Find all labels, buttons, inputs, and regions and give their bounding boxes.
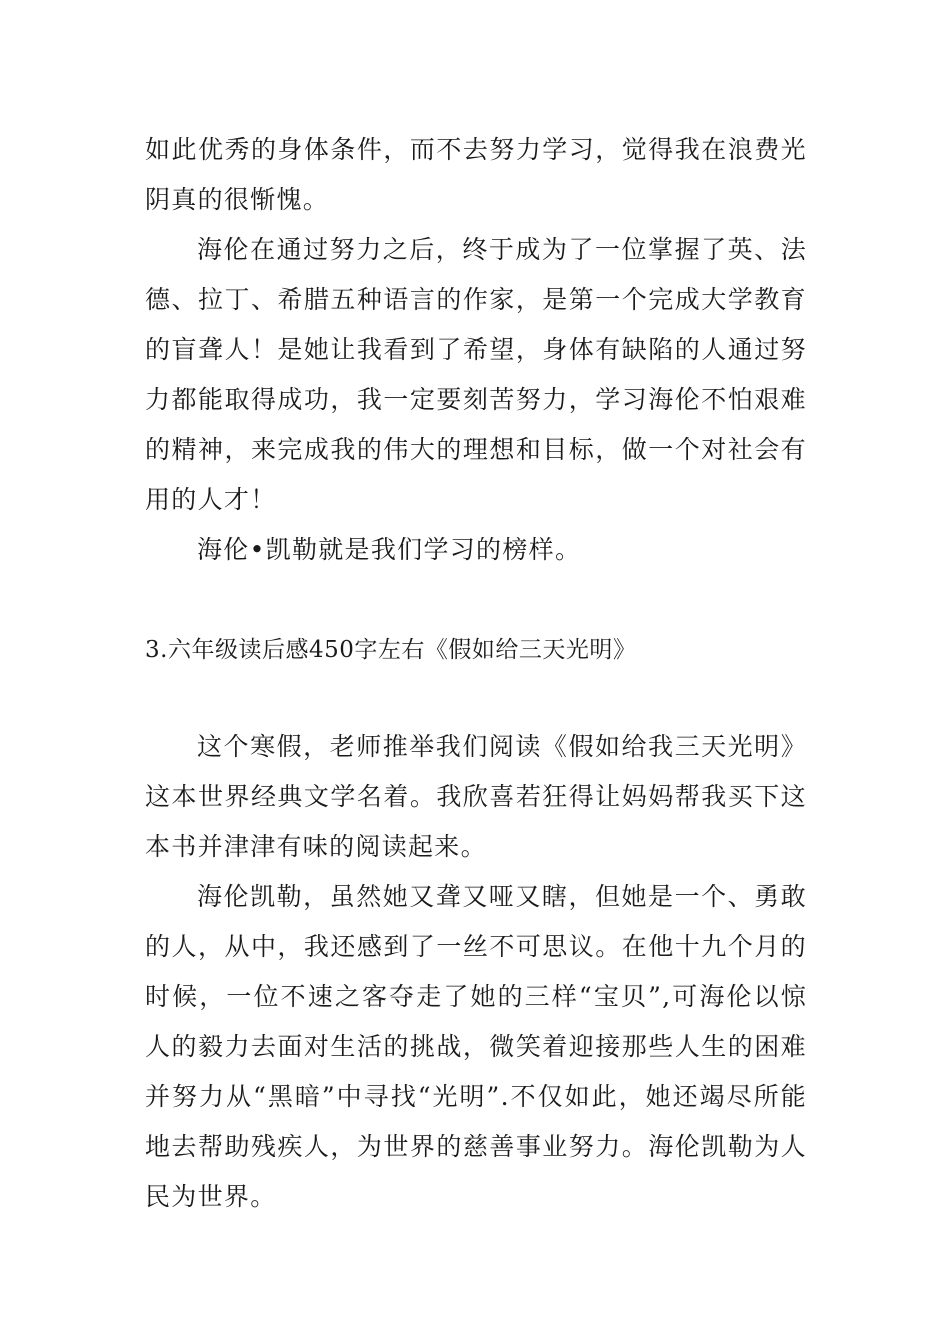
paragraph-helen-achievement: 海伦在通过努力之后，终于成为了一位掌握了英、法德、拉丁、希腊五种语言的作家，是第一个完成大学教育的盲聋人！是她让我看到了希望，身体有缺陷的人通过努力都能取得成功，我一定要刻苦努力，学习海伦不怕艰难的精神，来完成我的伟大的理想和目标，做一个对社会有用的人才！ — [145, 235, 807, 514]
section-heading: 3.六年级读后感450字左右《假如给三天光明》 — [145, 637, 637, 663]
paragraph-continuation: 如此优秀的身体条件，而不去努力学习，觉得我在浪费光阴真的很惭愧。 — [145, 135, 807, 214]
paragraph-helen-keller: 海伦凯勒，虽然她又聋又哑又瞎，但她是一个、勇敢的人，从中，我还感到了一丝不可思议。在他十九个月的时候，一位不速之客夺走了她的三样“宝贝”,可海伦以惊人的毅力去面对生活的挑战，微笑着迎接那些人生的困难并努力从“黑暗”中寻找“光明”.不仅如此，她还竭尽所能地去帮助残疾人，为世界的慈善事业努力。海伦凯勒为人民为世界。 — [145, 882, 807, 1211]
paragraph-role-model: 海伦•凯勒就是我们学习的榜样。 — [197, 535, 582, 564]
paragraph-winter-reading: 这个寒假，老师推举我们阅读《假如给我三天光明》这本世界经典文学名着。我欣喜若狂得让妈妈帮我买下这本书并津津有味的阅读起来。 — [145, 732, 807, 861]
